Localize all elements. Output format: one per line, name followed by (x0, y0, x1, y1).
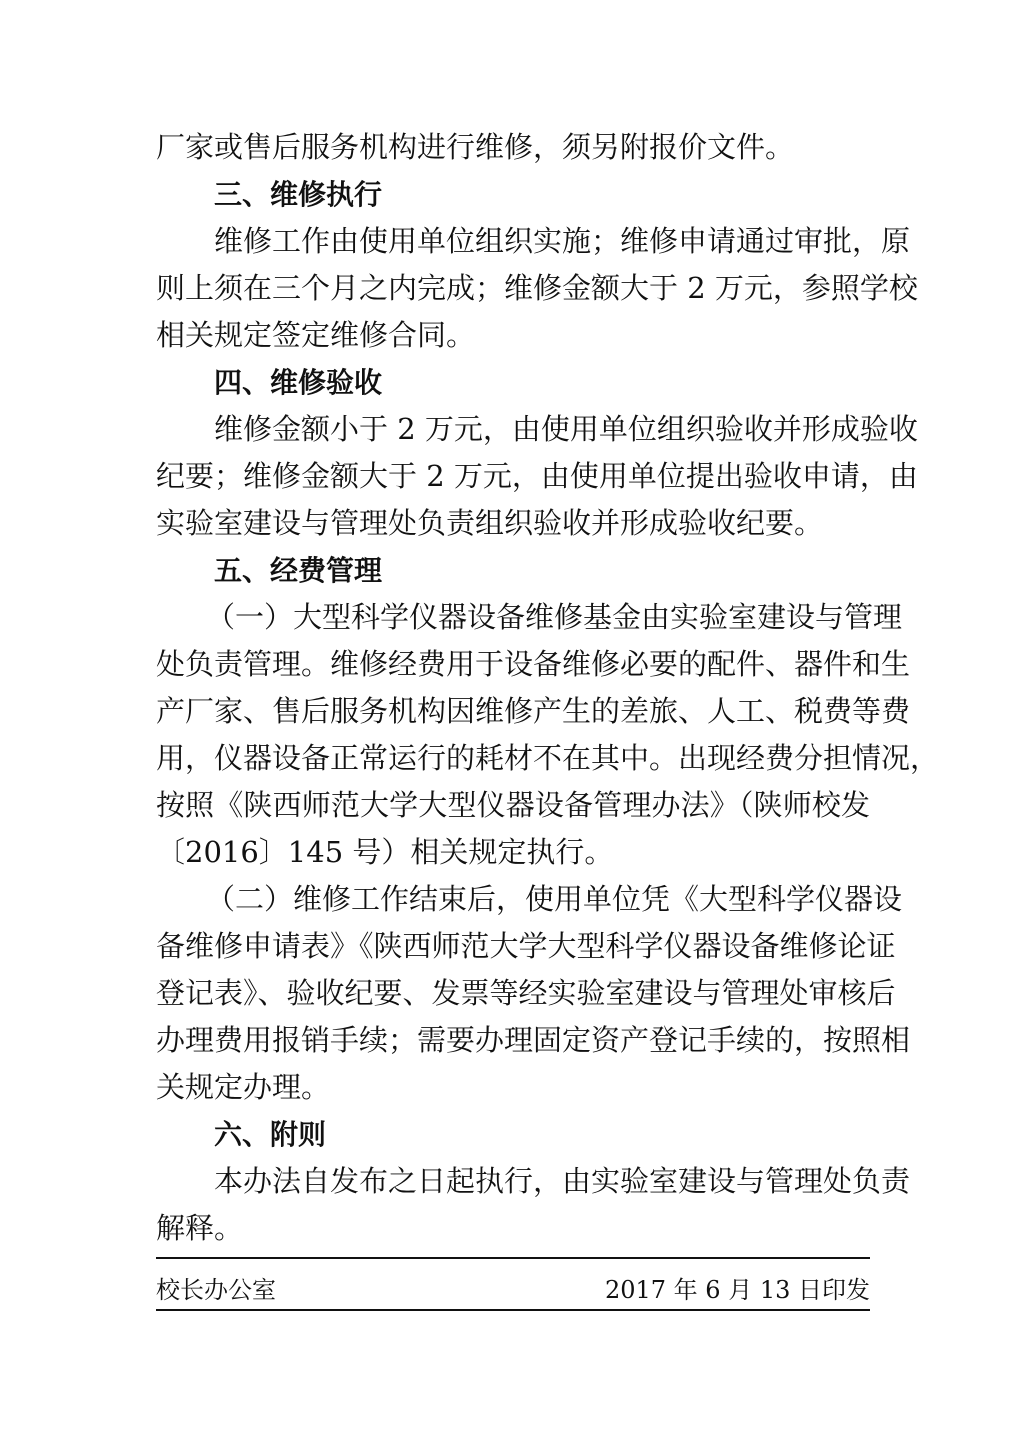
footer-issuer: 校长办公室 (156, 1276, 276, 1304)
section-heading-acceptance: 四、维修验收 (214, 366, 383, 399)
paragraph-line: （二）维修工作结束后，使用单位凭《大型科学仪器设 (206, 882, 903, 916)
paragraph-line: 维修金额小于 2 万元，由使用单位组织验收并形成验收 (214, 412, 918, 446)
section-heading-execution: 三、维修执行 (214, 178, 383, 211)
paragraph-line: 厂家或售后服务机构进行维修，须另附报价文件。 (156, 130, 795, 164)
paragraph-line: 则上须在三个月之内完成；维修金额大于 2 万元，参照学校 (156, 271, 918, 305)
paragraph-line: （一）大型科学仪器设备维修基金由实验室建设与管理 (206, 600, 903, 634)
paragraph-line: 办理费用报销手续；需要办理固定资产登记手续的，按照相 (156, 1023, 911, 1057)
paragraph-line: 纪要；维修金额大于 2 万元，由使用单位提出验收申请，由 (156, 459, 918, 493)
paragraph-line: 按照《陕西师范大学大型仪器设备管理办法》（陕师校发 (156, 788, 870, 822)
paragraph-line: 登记表》、验收纪要、发票等经实验室建设与管理处审核后 (156, 976, 896, 1010)
section-heading-supplementary: 六、附则 (214, 1118, 327, 1151)
paragraph-line: 解释。 (156, 1211, 244, 1245)
paragraph-line: 相关规定签定维修合同。 (156, 318, 476, 352)
footer-issue-date: 2017 年 6 月 13 日印发 (604, 1276, 870, 1304)
paragraph-line: 〔2016〕145 号）相关规定执行。 (156, 835, 614, 869)
paragraph-line: 维修工作由使用单位组织实施；维修申请通过审批，原 (214, 224, 911, 258)
paragraph-line: 备维修申请表》《陕西师范大学大型科学仪器设备维修论证 (156, 929, 896, 963)
paragraph-line: 本办法自发布之日起执行，由实验室建设与管理处负责 (214, 1164, 911, 1198)
section-heading-funding: 五、经费管理 (214, 554, 383, 587)
document-body (156, 124, 940, 1252)
paragraph-line: 产厂家、售后服务机构因维修产生的差旅、人工、税费等费 (156, 694, 911, 728)
paragraph-line: 处负责管理。维修经费用于设备维修必要的配件、器件和生 (156, 647, 911, 681)
paragraph-line: 实验室建设与管理处负责组织验收并形成验收纪要。 (156, 506, 824, 540)
paragraph-line: 用，仪器设备正常运行的耗材不在其中。出现经费分担情况， (156, 741, 940, 775)
paragraph-line: 关规定办理。 (156, 1070, 331, 1104)
footer-divider (156, 1257, 870, 1259)
document-footer (156, 1271, 870, 1311)
